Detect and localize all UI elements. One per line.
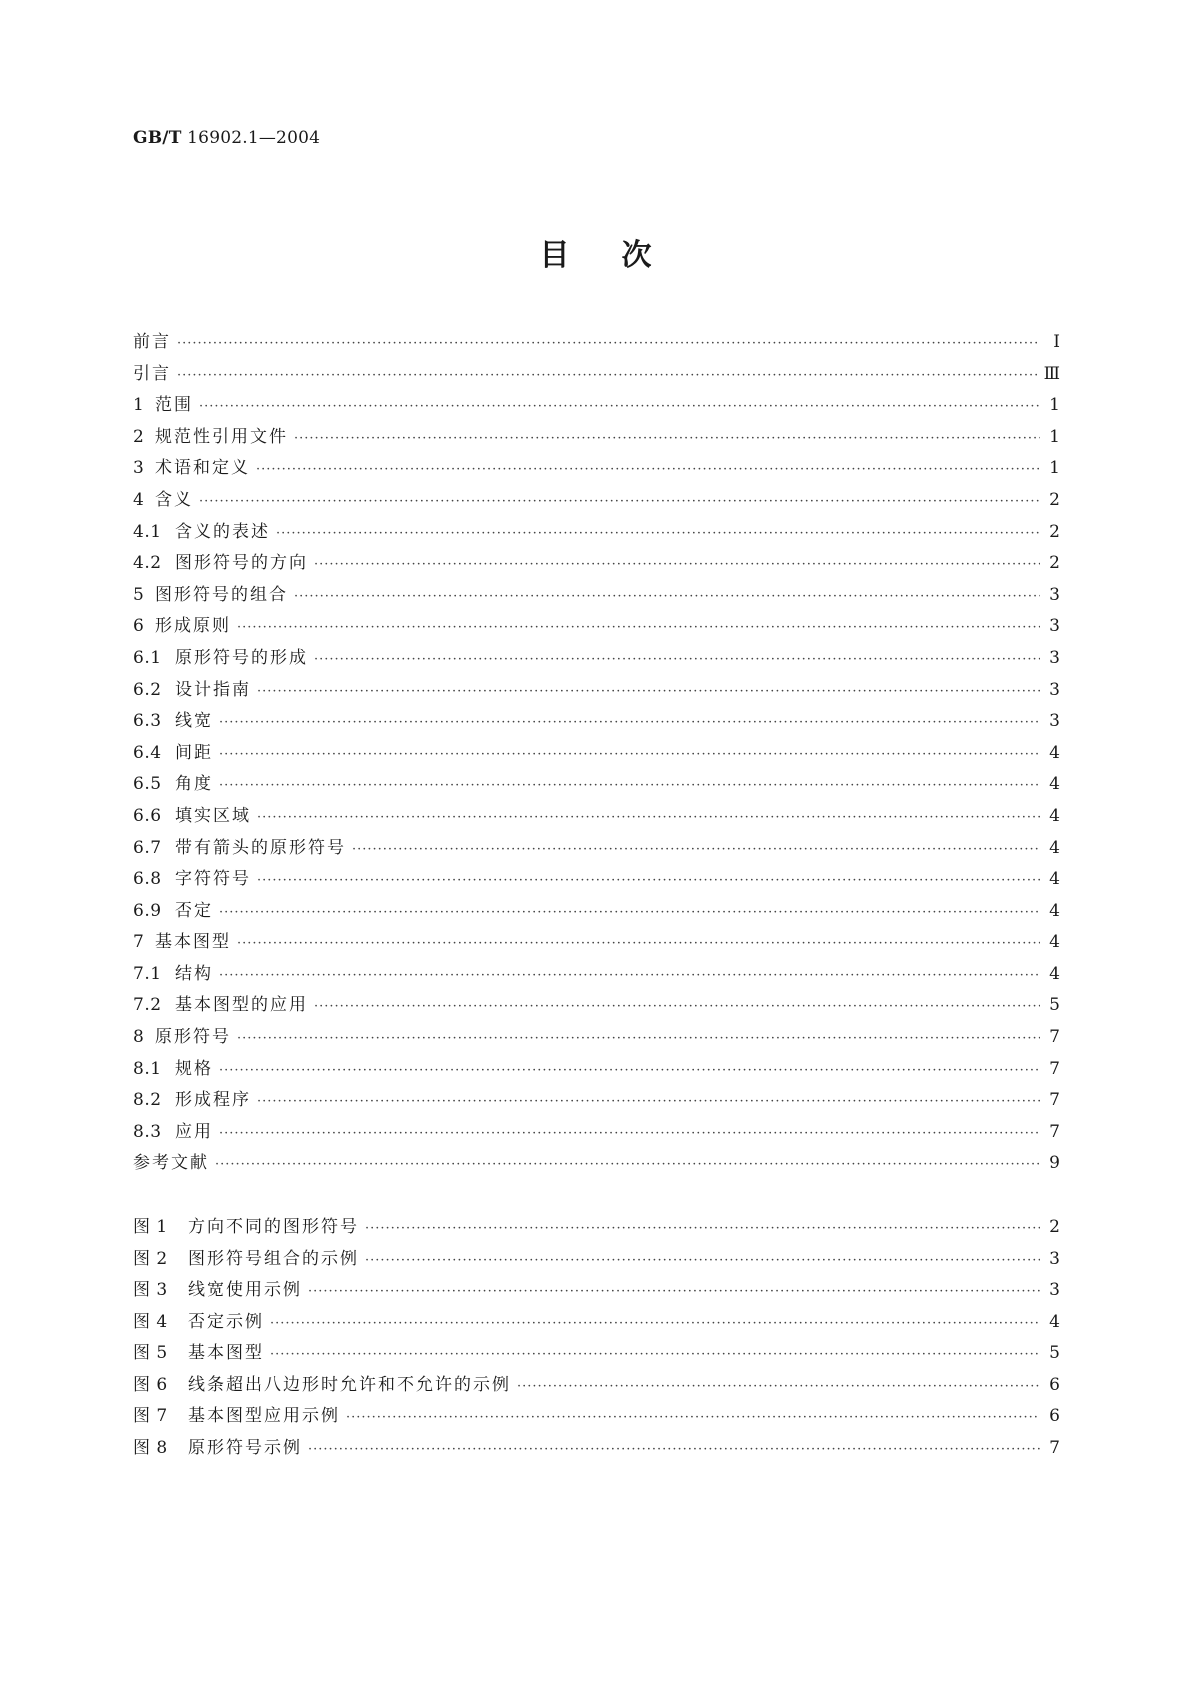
figure-number: 图 8 [133, 1437, 168, 1458]
page-number: 3 [1049, 711, 1060, 732]
dot-leader [256, 454, 1040, 486]
figure-entry[interactable] [133, 1338, 1060, 1370]
section-number: 8.1 [133, 1058, 162, 1079]
figure-number: 图 7 [133, 1406, 168, 1426]
toc-entry[interactable] [133, 422, 1060, 454]
page-number: 4 [1049, 742, 1060, 763]
section-title: 填实区域 [175, 805, 251, 826]
figure-entry[interactable] [133, 1370, 1060, 1402]
section-title: 参考文献 [133, 1153, 209, 1174]
section-title: 原形符号 [155, 1027, 231, 1048]
page-number: 7 [1049, 1090, 1060, 1111]
section-title: 图形符号的组合 [155, 584, 288, 605]
dot-leader [219, 770, 1040, 802]
page-number: 5 [1049, 995, 1060, 1016]
dot-leader [308, 1434, 1040, 1466]
section-number: 7 [133, 932, 145, 953]
section-title: 结构 [175, 963, 213, 984]
dot-leader [308, 1276, 1040, 1308]
page-number: 3 [1049, 679, 1060, 700]
figure-title: 基本图型 [188, 1343, 264, 1363]
toc-entry[interactable] [133, 738, 1060, 770]
dot-leader [199, 391, 1040, 423]
page-number: 3 [1049, 1280, 1060, 1300]
section-number: 3 [133, 458, 145, 479]
page-number: 3 [1049, 647, 1060, 668]
toc-entry[interactable] [133, 1022, 1060, 1054]
dot-leader [270, 1308, 1040, 1340]
section-number: 6.6 [133, 805, 162, 826]
page-number: 5 [1049, 1343, 1060, 1363]
section-title: 规格 [175, 1058, 213, 1079]
section-number: 6.7 [133, 837, 162, 858]
section-title: 带有箭头的原形符号 [175, 837, 346, 858]
dot-leader [237, 612, 1040, 644]
toc-entry[interactable] [133, 453, 1060, 485]
page-number: 2 [1049, 553, 1060, 574]
section-number: 6.3 [133, 711, 162, 732]
dot-leader [199, 486, 1040, 518]
toc-entry[interactable] [133, 769, 1060, 801]
section-number: 6 [133, 616, 145, 637]
dot-leader [270, 1339, 1040, 1371]
figure-entry[interactable] [133, 1433, 1060, 1465]
figure-number: 图 5 [133, 1343, 168, 1363]
figure-title: 否定示例 [188, 1311, 264, 1332]
section-title: 间距 [175, 742, 213, 763]
table-of-contents [133, 327, 1060, 1180]
dot-leader [177, 360, 1038, 392]
section-number: 4.1 [133, 521, 162, 542]
dot-leader [219, 897, 1040, 929]
page-number: Ⅲ [1043, 363, 1060, 384]
figure-title: 线条超出八边形时允许和不允许的示例 [188, 1374, 511, 1395]
toc-entry[interactable] [133, 1117, 1060, 1149]
section-number: 6.9 [133, 900, 162, 921]
figure-title: 线宽使用示例 [188, 1280, 302, 1300]
page-number: 7 [1049, 1058, 1060, 1079]
dot-leader [517, 1371, 1040, 1403]
document-identifier [133, 128, 320, 148]
toc-entry[interactable] [133, 580, 1060, 612]
toc-entry[interactable] [133, 517, 1060, 549]
page-number: Ⅰ [1053, 332, 1060, 352]
page-number: 3 [1049, 584, 1060, 605]
dot-leader [257, 802, 1040, 834]
section-number: 6.8 [133, 869, 162, 890]
figure-entry[interactable] [133, 1401, 1060, 1433]
page-number: 2 [1049, 521, 1060, 542]
toc-entry[interactable] [133, 896, 1060, 928]
toc-entry[interactable] [133, 643, 1060, 675]
toc-entry[interactable] [133, 990, 1060, 1022]
section-title: 规范性引用文件 [155, 426, 288, 447]
page-number: 6 [1049, 1406, 1060, 1426]
page-number: 3 [1049, 1248, 1060, 1269]
page-number: 2 [1049, 1217, 1060, 1237]
section-number: 8.3 [133, 1121, 162, 1142]
toc-entry[interactable] [133, 706, 1060, 738]
dot-leader [215, 1149, 1040, 1181]
page-number: 4 [1049, 900, 1060, 921]
section-title: 字符符号 [175, 869, 251, 890]
dot-leader [314, 991, 1040, 1023]
page-number: 1 [1049, 395, 1060, 416]
section-number: 8.2 [133, 1090, 162, 1111]
page-number: 3 [1049, 616, 1060, 637]
section-title: 基本图型的应用 [175, 995, 308, 1016]
section-number: 8 [133, 1027, 145, 1048]
dot-leader [219, 960, 1040, 992]
toc-entry[interactable] [133, 1085, 1060, 1117]
section-title: 否定 [175, 900, 213, 921]
toc-entry[interactable] [133, 1148, 1060, 1180]
dot-leader [365, 1213, 1040, 1245]
page-number: 4 [1049, 774, 1060, 795]
toc-entry[interactable] [133, 390, 1060, 422]
toc-entry[interactable] [133, 959, 1060, 991]
section-number: 1 [133, 395, 145, 416]
dot-leader [219, 1055, 1040, 1087]
figure-number: 图 2 [133, 1248, 168, 1269]
figure-number: 图 1 [133, 1217, 168, 1237]
dot-leader [294, 423, 1040, 455]
figure-number: 图 3 [133, 1280, 168, 1300]
section-title: 含义的表述 [175, 521, 270, 542]
dot-leader [365, 1245, 1040, 1277]
section-title: 应用 [175, 1121, 213, 1142]
page-number: 4 [1049, 963, 1060, 984]
dot-leader [237, 928, 1040, 960]
section-title: 形成原则 [155, 616, 231, 637]
section-title: 设计指南 [175, 679, 251, 700]
section-title: 含义 [155, 489, 193, 510]
section-number: 6.4 [133, 742, 162, 763]
page-number: 4 [1049, 932, 1060, 953]
section-number: 4.2 [133, 553, 162, 574]
page-number: 4 [1049, 1311, 1060, 1332]
dot-leader [257, 865, 1040, 897]
page-title: 目次 [539, 238, 704, 273]
section-number: 6.1 [133, 647, 162, 668]
list-of-figures [133, 1212, 1060, 1464]
section-title: 基本图型 [155, 932, 231, 953]
section-title: 图形符号的方向 [175, 553, 308, 574]
section-title: 引言 [133, 363, 171, 384]
page-number: 7 [1049, 1027, 1060, 1048]
figure-title: 基本图型应用示例 [188, 1406, 340, 1426]
page-number: 4 [1049, 837, 1060, 858]
toc-entry[interactable] [133, 485, 1060, 517]
page-number: 4 [1049, 869, 1060, 890]
section-title: 形成程序 [175, 1090, 251, 1111]
dot-leader [219, 1118, 1040, 1150]
toc-entry[interactable] [133, 548, 1060, 580]
dot-leader [177, 328, 1040, 360]
dot-leader [352, 834, 1040, 866]
dot-leader [219, 739, 1040, 771]
toc-entry[interactable] [133, 927, 1060, 959]
toc-entry[interactable] [133, 833, 1060, 865]
section-title: 原形符号的形成 [175, 647, 308, 668]
toc-entry[interactable] [133, 1054, 1060, 1086]
standard-prefix: GB/T [133, 128, 182, 148]
toc-entry[interactable] [133, 327, 1060, 359]
section-number: 6.5 [133, 774, 162, 795]
section-number: 7.2 [133, 995, 162, 1016]
figure-entry[interactable] [133, 1212, 1060, 1244]
page-number: 4 [1049, 805, 1060, 826]
figure-number: 图 6 [133, 1374, 168, 1395]
dot-leader [276, 518, 1040, 550]
section-title: 角度 [175, 774, 213, 795]
figure-entry[interactable] [133, 1244, 1060, 1276]
page-number: 2 [1049, 489, 1060, 510]
dot-leader [346, 1402, 1040, 1434]
dot-leader [294, 581, 1040, 613]
figure-title: 方向不同的图形符号 [188, 1217, 359, 1237]
dot-leader [237, 1023, 1040, 1055]
toc-entry[interactable] [133, 864, 1060, 896]
section-number: 2 [133, 426, 145, 447]
dot-leader [219, 707, 1040, 739]
figure-entry[interactable] [133, 1307, 1060, 1339]
page-number: 6 [1049, 1374, 1060, 1395]
toc-entry[interactable] [133, 359, 1060, 391]
dot-leader [257, 1086, 1040, 1118]
section-number: 4 [133, 489, 145, 510]
toc-entry[interactable] [133, 611, 1060, 643]
page-number: 9 [1049, 1153, 1060, 1174]
toc-entry[interactable] [133, 801, 1060, 833]
toc-entry[interactable] [133, 675, 1060, 707]
figure-title: 原形符号示例 [188, 1437, 302, 1458]
section-number: 6.2 [133, 679, 162, 700]
dot-leader [257, 676, 1040, 708]
figure-entry[interactable] [133, 1275, 1060, 1307]
page-number: 7 [1049, 1437, 1060, 1458]
figure-number: 图 4 [133, 1311, 168, 1332]
section-title: 术语和定义 [155, 458, 250, 479]
standard-number: 16902.1—2004 [187, 128, 321, 148]
page-number: 1 [1049, 458, 1060, 479]
page-number: 7 [1049, 1121, 1060, 1142]
section-title: 范围 [155, 395, 193, 416]
section-number: 5 [133, 584, 145, 605]
page-number: 1 [1049, 426, 1060, 447]
dot-leader [314, 549, 1040, 581]
section-title: 前言 [133, 332, 171, 352]
section-number: 7.1 [133, 963, 162, 984]
figure-title: 图形符号组合的示例 [188, 1248, 359, 1269]
dot-leader [314, 644, 1040, 676]
section-title: 线宽 [175, 711, 213, 732]
